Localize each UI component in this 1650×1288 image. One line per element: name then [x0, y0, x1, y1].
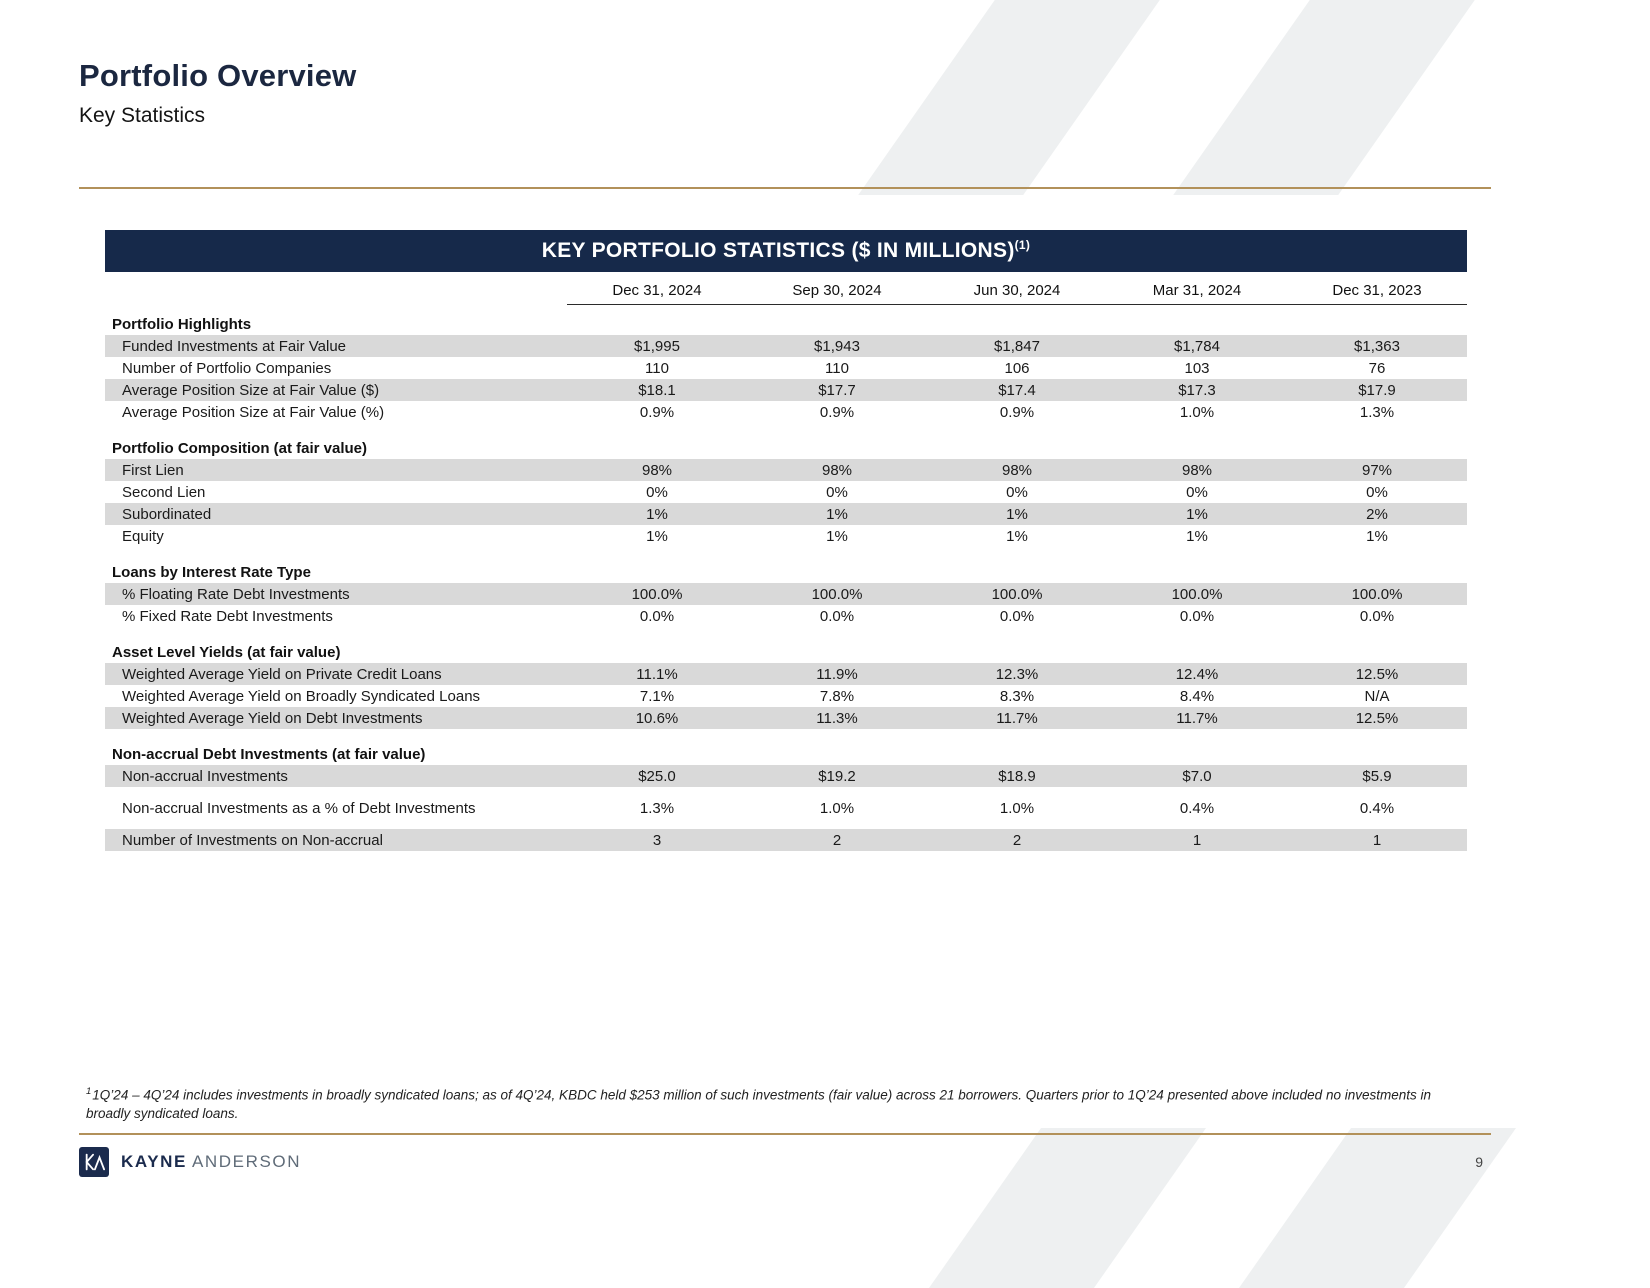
- cell-value: 0.0%: [1179, 607, 1215, 625]
- header-divider: [79, 187, 1491, 189]
- cell-value: 12.5%: [1355, 709, 1399, 727]
- cell-value: 0.9%: [639, 403, 675, 421]
- cell-value: 106: [1004, 359, 1030, 377]
- table-title-bar: [105, 230, 1467, 272]
- cell-value: 1%: [1006, 505, 1028, 523]
- cell-value: 98%: [1001, 461, 1033, 479]
- column-header: Dec 31, 2024: [567, 282, 747, 305]
- cell-value: $17.4: [998, 381, 1036, 399]
- cell-value: 1%: [646, 527, 668, 545]
- table-row: [105, 685, 1467, 707]
- row-label: Average Position Size at Fair Value (%): [122, 403, 385, 421]
- table-row: [105, 335, 1467, 357]
- cell-value: 1: [1192, 831, 1202, 849]
- footnote: [86, 1085, 1478, 1124]
- cell-value: 11.1%: [636, 665, 678, 683]
- cell-value: 0.9%: [999, 403, 1035, 421]
- cell-value: $1,363: [1354, 337, 1400, 355]
- cell-value: 0.0%: [639, 607, 675, 625]
- row-label: Subordinated: [122, 505, 212, 523]
- cell-value: 100.0%: [991, 585, 1043, 603]
- background-stripe: [1173, 0, 1482, 195]
- cell-value: 0.4%: [1359, 799, 1395, 817]
- section-heading: Portfolio Composition (at fair value): [112, 440, 368, 457]
- cell-value: 8.4%: [1179, 687, 1215, 705]
- cell-value: 98%: [821, 461, 853, 479]
- kayne-anderson-logo-icon: [79, 1147, 109, 1177]
- cell-value: 0%: [826, 483, 848, 501]
- cell-value: 11.9%: [816, 665, 858, 683]
- cell-value: $1,784: [1174, 337, 1220, 355]
- cell-value: 76: [1368, 359, 1386, 377]
- table-row: [105, 503, 1467, 525]
- cell-value: 11.3%: [816, 709, 858, 727]
- table-body: [105, 314, 1467, 851]
- cell-value: $1,995: [634, 337, 680, 355]
- column-header: Sep 30, 2024: [747, 282, 927, 305]
- cell-value: $17.7: [818, 381, 856, 399]
- row-label: % Fixed Rate Debt Investments: [122, 607, 333, 625]
- cell-value: N/A: [1364, 687, 1390, 705]
- cell-value: 7.1%: [639, 687, 675, 705]
- cell-value: 110: [825, 359, 849, 377]
- footer-divider: [79, 1133, 1491, 1135]
- cell-value: 12.4%: [1175, 665, 1219, 683]
- table-row: [105, 605, 1467, 627]
- background-stripe: [858, 0, 1167, 195]
- cell-value: 0.0%: [999, 607, 1035, 625]
- cell-value: 1%: [1186, 505, 1208, 523]
- table-row: [105, 401, 1467, 423]
- footnote-text: 1Q’24 – 4Q’24 includes investments in broadly syndicated loans; as of 4Q’24, KBDC held $253 million of such investments (fair value) across 21 borrowers. Quarters prior to 1Q’24 presented above included no investments in broadly syndicated loans.: [86, 1087, 1431, 1122]
- cell-value: 2%: [1366, 505, 1388, 523]
- row-label: Average Position Size at Fair Value ($): [122, 381, 380, 399]
- cell-value: 98%: [1181, 461, 1213, 479]
- cell-value: 100.0%: [631, 585, 683, 603]
- cell-value: 3: [652, 831, 662, 849]
- row-label: Second Lien: [122, 483, 206, 501]
- brand-wordmark: [121, 1152, 301, 1172]
- cell-value: 1%: [1186, 527, 1208, 545]
- cell-value: 1%: [646, 505, 668, 523]
- brand-primary: KAYNE: [121, 1152, 187, 1171]
- row-label: Non-accrual Investments: [122, 767, 288, 785]
- cell-value: 1.0%: [999, 799, 1035, 817]
- cell-value: 1.3%: [639, 799, 675, 817]
- table-row: [105, 481, 1467, 503]
- cell-value: 1%: [826, 527, 848, 545]
- cell-value: 97%: [1361, 461, 1393, 479]
- cell-value: 2: [1012, 831, 1022, 849]
- cell-value: 0.0%: [1359, 607, 1395, 625]
- cell-value: 1%: [826, 505, 848, 523]
- cell-value: $25.0: [638, 767, 676, 785]
- column-header-row: [105, 272, 1467, 305]
- brand-secondary: ANDERSON: [191, 1152, 302, 1171]
- column-header: Mar 31, 2024: [1107, 282, 1287, 305]
- cell-value: 100.0%: [1171, 585, 1223, 603]
- cell-value: 11.7%: [1176, 709, 1218, 727]
- table-row: [105, 379, 1467, 401]
- cell-value: $1,847: [994, 337, 1040, 355]
- cell-value: 0%: [1006, 483, 1028, 501]
- table-title-footnote-ref: (1): [1014, 238, 1031, 252]
- cell-value: 11.7%: [996, 709, 1038, 727]
- table-row: [105, 765, 1467, 787]
- cell-value: 100.0%: [1351, 585, 1403, 603]
- cell-value: 1.3%: [1359, 403, 1395, 421]
- page-title: Portfolio Overview: [79, 58, 357, 93]
- cell-value: 1%: [1006, 527, 1028, 545]
- cell-value: 0%: [646, 483, 668, 501]
- table-row: [105, 797, 1467, 819]
- cell-value: 10.6%: [635, 709, 679, 727]
- section-heading: Portfolio Highlights: [112, 316, 252, 333]
- section-heading: Loans by Interest Rate Type: [112, 564, 311, 581]
- cell-value: 12.3%: [995, 665, 1039, 683]
- row-label: Weighted Average Yield on Private Credit Loans: [122, 665, 442, 683]
- key-portfolio-statistics-table: [105, 230, 1467, 851]
- section-heading: Asset Level Yields (at fair value): [112, 644, 341, 661]
- row-label: Non-accrual Investments as a % of Debt Investments: [122, 799, 476, 817]
- row-label: Number of Investments on Non-accrual: [122, 831, 383, 849]
- cell-value: $17.3: [1178, 381, 1216, 399]
- footer: [79, 1147, 1491, 1177]
- cell-value: 0.0%: [819, 607, 855, 625]
- column-header-spacer: [105, 282, 567, 305]
- cell-value: 12.5%: [1355, 665, 1399, 683]
- table-row: [105, 583, 1467, 605]
- table-row: [105, 829, 1467, 851]
- page-subtitle: Key Statistics: [79, 104, 206, 127]
- row-label: Number of Portfolio Companies: [122, 359, 332, 377]
- table-row: [105, 707, 1467, 729]
- cell-value: 98%: [641, 461, 673, 479]
- page-number: 9: [1475, 1154, 1483, 1170]
- cell-value: $18.1: [638, 381, 676, 399]
- row-label: % Floating Rate Debt Investments: [122, 585, 350, 603]
- section-heading: Non-accrual Debt Investments (at fair value): [112, 746, 426, 763]
- cell-value: $5.9: [1362, 767, 1392, 785]
- column-header: Jun 30, 2024: [927, 282, 1107, 305]
- cell-value: 7.8%: [819, 687, 855, 705]
- table-row: [105, 459, 1467, 481]
- cell-value: 1%: [1366, 527, 1388, 545]
- cell-value: 1: [1372, 831, 1382, 849]
- cell-value: 8.3%: [999, 687, 1035, 705]
- row-label: Equity: [122, 527, 164, 545]
- cell-value: $17.9: [1358, 381, 1396, 399]
- cell-value: 103: [1184, 359, 1210, 377]
- cell-value: $19.2: [818, 767, 856, 785]
- cell-value: $7.0: [1182, 767, 1212, 785]
- table-row: [105, 357, 1467, 379]
- cell-value: 110: [645, 359, 669, 377]
- cell-value: 0.4%: [1179, 799, 1215, 817]
- cell-value: 2: [832, 831, 842, 849]
- cell-value: $1,943: [814, 337, 860, 355]
- cell-value: 1.0%: [1179, 403, 1215, 421]
- cell-value: 0.9%: [819, 403, 855, 421]
- footnote-ref: 1: [86, 1086, 92, 1097]
- cell-value: 100.0%: [811, 585, 863, 603]
- cell-value: 1.0%: [819, 799, 855, 817]
- row-label: Weighted Average Yield on Broadly Syndicated Loans: [122, 687, 481, 705]
- table-row: [105, 525, 1467, 547]
- cell-value: 0%: [1366, 483, 1388, 501]
- row-label: Funded Investments at Fair Value: [122, 337, 347, 355]
- row-label: First Lien: [122, 461, 184, 479]
- column-header: Dec 31, 2023: [1287, 282, 1467, 305]
- row-label: Weighted Average Yield on Debt Investments: [122, 709, 423, 727]
- table-row: [105, 663, 1467, 685]
- cell-value: $18.9: [998, 767, 1036, 785]
- cell-value: 0%: [1186, 483, 1208, 501]
- table-title: KEY PORTFOLIO STATISTICS ($ IN MILLIONS): [541, 239, 1015, 262]
